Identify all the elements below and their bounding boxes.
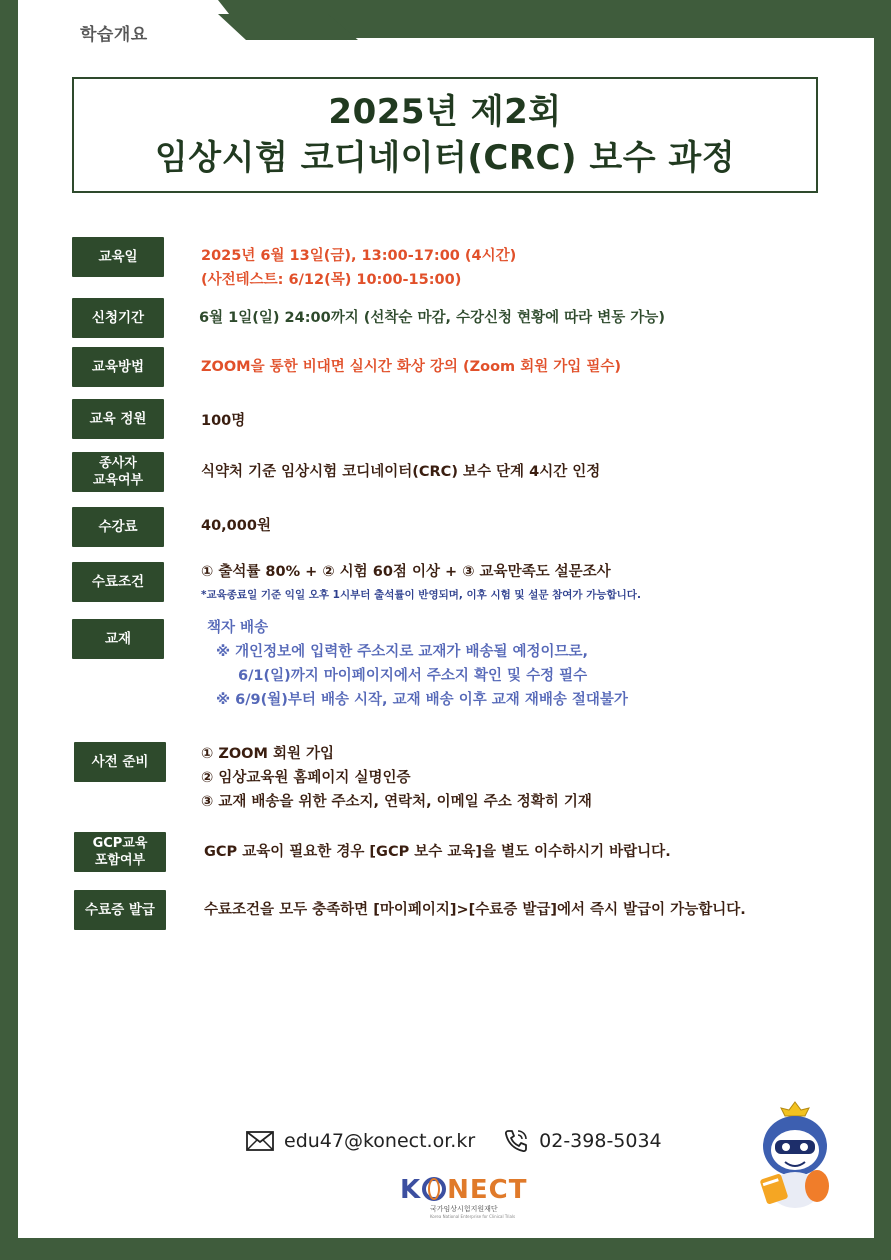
textbook-line-4: ※ 6/9(월)부터 배송 시작, 교재 배송 이후 교재 재배송 절대불가 <box>216 692 628 708</box>
label-gcp-line-1: GCP교육 <box>92 836 148 851</box>
footer-contact <box>246 1128 690 1154</box>
cert-text: 수료조건을 모두 충족하면 [마이페이지]>[수료증 발급]에서 즉시 발급이 가능합니다. <box>204 902 746 918</box>
konect-logo <box>400 1175 530 1225</box>
fee-text: 40,000원 <box>201 518 271 534</box>
tab-background <box>18 14 358 40</box>
email-item[interactable] <box>246 1130 475 1152</box>
logo-sub-english: Korea National Enterprise for Clinical Trials <box>430 1214 516 1219</box>
label-textbook: 교재 <box>72 619 164 659</box>
logo-text: K NECT <box>400 1175 528 1205</box>
phone-icon <box>503 1128 529 1154</box>
textbook-line-1: 책자 배송 <box>207 620 269 636</box>
tab-label: 학습개요 <box>80 25 148 45</box>
prep-line-2: ② 임상교육원 홈페이지 실명인증 <box>201 770 411 786</box>
label-capacity: 교육 정원 <box>72 399 164 439</box>
email-text: edu47@konect.or.kr <box>284 1130 476 1152</box>
label-gcp <box>74 832 166 872</box>
capacity-text: 100명 <box>201 413 246 429</box>
staff-text: 식약처 기준 임상시험 코디네이터(CRC) 보수 단계 4시간 인정 <box>201 464 601 480</box>
mail-icon <box>246 1131 274 1151</box>
gcp-text: GCP 교육이 필요한 경우 [GCP 보수 교육]을 별도 이수하시기 바랍니다. <box>204 844 671 860</box>
label-cert: 수료증 발급 <box>74 890 166 930</box>
label-date: 교육일 <box>72 237 164 277</box>
label-prep: 사전 준비 <box>74 742 166 782</box>
label-staff-line-2: 교육여부 <box>92 473 144 488</box>
label-apply: 신청기간 <box>72 298 164 338</box>
prep-line-1: ① ZOOM 회원 가입 <box>201 746 335 762</box>
label-gcp-line-2: 포함여부 <box>94 853 146 868</box>
completion-text: ① 출석률 80% + ② 시험 60점 이상 + ③ 교육만족도 설문조사 <box>201 564 611 580</box>
date-line-2: (사전테스트: 6/12(목) 10:00-15:00) <box>201 272 462 288</box>
label-completion: 수료조건 <box>72 562 164 602</box>
phone-item[interactable] <box>503 1128 662 1154</box>
label-staff-line-1: 종사자 <box>99 456 137 471</box>
title-line-1: 2025년 제2회 <box>328 92 562 132</box>
textbook-line-2: ※ 개인정보에 입력한 주소지로 교재가 배송될 예정이므로, <box>216 644 589 660</box>
label-method: 교육방법 <box>72 347 164 387</box>
phone-text: 02-398-5034 <box>539 1130 662 1152</box>
label-staff <box>72 452 164 492</box>
label-fee: 수강료 <box>72 507 164 547</box>
mascot-image <box>755 1100 835 1210</box>
completion-note: *교육종료일 기준 익일 오후 1시부터 출석률이 반영되며, 이후 시험 및 설문 참여가 가능합니다. <box>201 589 641 601</box>
title-box <box>72 77 818 193</box>
date-line-1: 2025년 6월 13일(금), 13:00-17:00 (4시간) <box>201 248 517 264</box>
textbook-line-3: 6/1(일)까지 마이페이지에서 주소지 확인 및 수정 필수 <box>238 668 588 684</box>
prep-line-3: ③ 교재 배송을 위한 주소지, 연락처, 이메일 주소 정확히 기재 <box>201 794 592 810</box>
apply-text: 6월 1일(일) 24:00까지 (선착순 마감, 수강신청 현황에 따라 변동 가능) <box>199 310 665 326</box>
title-line-2: 임상시험 코디네이터(CRC) 보수 과정 <box>154 138 736 178</box>
method-text: ZOOM을 통한 비대면 실시간 화상 강의 (Zoom 회원 가입 필수) <box>201 359 621 375</box>
logo-o-icon <box>421 1177 447 1201</box>
logo-sub-korean: 국가임상시험지원재단 <box>430 1205 498 1213</box>
